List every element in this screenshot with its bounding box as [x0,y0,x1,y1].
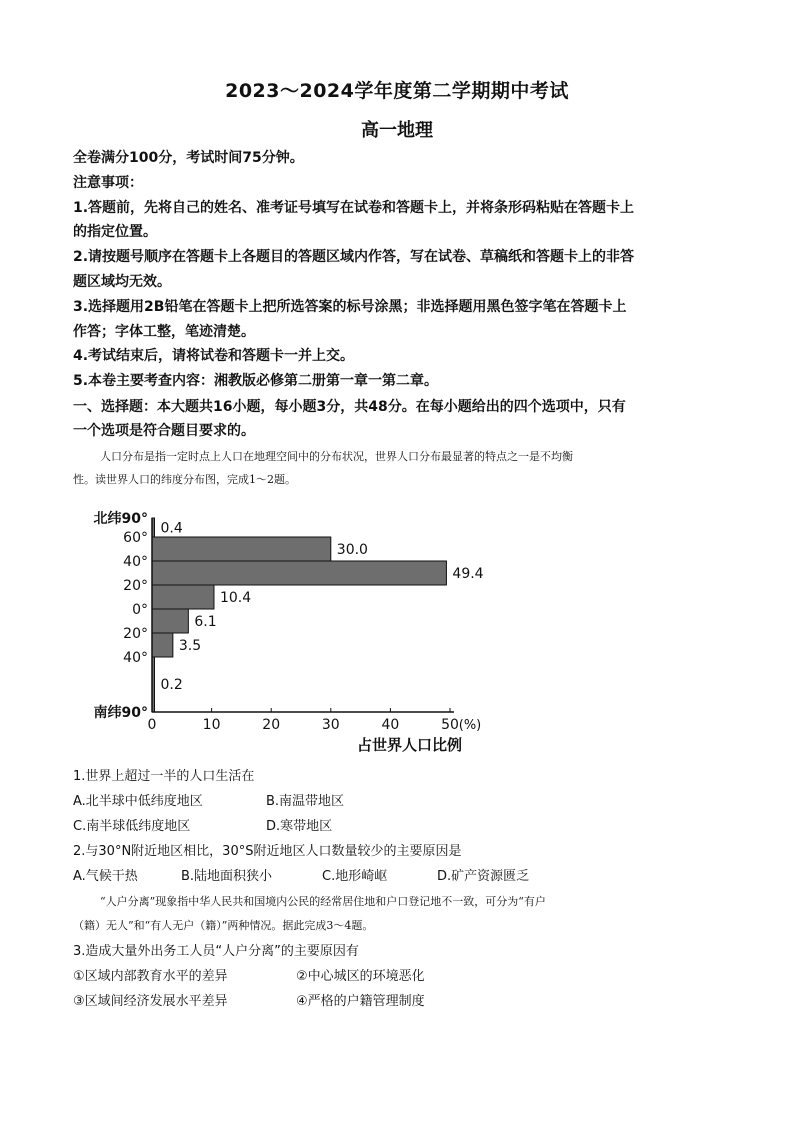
notice-line: 的指定位置。 [73,224,157,240]
y-tick-label: 40° [123,554,148,570]
section-heading: 一个选项是符合题目要求的。 [73,423,255,439]
population-latitude-chart [72,500,512,755]
notice-line: 2.请按题号顺序在答题卡上各题目的答题区域内作答，写在试卷、草稿纸和答题卡上的非答 [73,249,635,265]
option-a: A.气候干热 [73,869,138,884]
option-b: B.陆地面积狭小 [181,869,273,884]
question-stem: 3.造成大量外出务工人员“人户分离”的主要原因有 [73,944,359,959]
x-axis-title: 占世界人口比例 [356,736,462,754]
notice-line: 5.本卷主要考查内容：湘教版必修第二册第一章一第二章。 [73,373,439,389]
y-tick-label: 北纬90° [93,511,148,527]
notice-line: 4.考试结束后，请将试卷和答题卡一并上交。 [73,348,355,364]
notice-line: 作答；字体工整，笔迹清楚。 [73,324,255,340]
passage-intro: “人户分离”现象指中华人民共和国境内公民的经常居住地和户口登记地不一致，可分为“有户 [100,895,546,908]
data-label: 0.4 [160,520,183,537]
chart-bar [152,585,214,609]
option-3: ③区域间经济发展水平差异 [73,994,228,1009]
option-d: D.寒带地区 [266,819,333,834]
option-4: ④严格的户籍管理制度 [296,994,425,1009]
x-tick-label: 20 [262,717,281,733]
y-tick-label: 60° [123,530,148,546]
question-stem: 2.与30°N附近地区相比，30°S附近地区人口数量较少的主要原因是 [73,844,462,859]
option-2: ②中心城区的环境恶化 [296,969,425,984]
option-c: C.地形崎岖 [322,869,388,884]
option-d: D.矿产资源匮乏 [437,869,530,884]
x-tick-label: 50 [441,717,459,733]
exam-subject: 高一地理 [361,120,433,141]
option-b: B.南温带地区 [266,794,345,809]
data-label: 10.4 [219,590,252,606]
score-line: 全卷满分100分，考试时间75分钟。 [73,150,304,166]
option-1: ①区域内部教育水平的差异 [73,969,228,984]
notice-line: 3.选择题用2B铅笔在答题卡上把所选答案的标号涂黑；非选择题用黑色签字笔在答题卡上 [73,299,627,315]
data-label: 3.5 [178,638,202,654]
x-tick-label: 10 [202,717,221,733]
option-c: C.南半球低纬度地区 [73,819,191,834]
option-a: A.北半球中低纬度地区 [73,794,203,809]
chart-bar [152,561,446,585]
data-label: 30.0 [336,542,368,558]
passage-intro: （籍）无人”和“有人无户（籍）”两种情况。据此完成3～4题。 [73,919,374,932]
x-tick-label: 40 [381,717,400,733]
data-label: 6.1 [194,614,217,630]
y-tick-label: 20° [123,578,148,594]
question-stem: 1.世界上超过一半的人口生活在 [73,769,255,784]
chart-bar [152,633,173,657]
passage-intro: 性。读世界人口的纬度分布图，完成1～2题。 [73,473,296,486]
data-label: 0.2 [160,677,183,693]
x-tick-label: 0 [147,717,157,733]
chart-bar [152,537,331,561]
y-tick-label: 40° [123,650,148,666]
passage-intro: 人口分布是指一定时点上人口在地理空间中的分布状况，世界人口分布最显著的特点之一是不均衡 [100,450,573,463]
data-label: 49.4 [452,566,484,582]
x-tick-label: 30 [321,717,340,733]
y-tick-label: 南纬90° [93,705,148,721]
y-tick-label: 0° [132,602,148,618]
notice-label: 注意事项： [73,175,143,191]
exam-title: 2023～2024学年度第二学期期中考试 [225,80,569,102]
chart-bar [152,609,188,633]
y-tick-label: 20° [123,626,148,642]
x-unit-label: (%) [458,718,482,733]
section-heading: 一、选择题：本大题共16小题，每小题3分，共48分。在每小题给出的四个选项中，只有 [73,399,626,415]
notice-line: 1.答题前，先将自己的姓名、准考证号填写在试卷和答题卡上，并将条形码粘贴在答题卡上 [73,200,635,216]
notice-line: 题区域均无效。 [73,274,171,290]
